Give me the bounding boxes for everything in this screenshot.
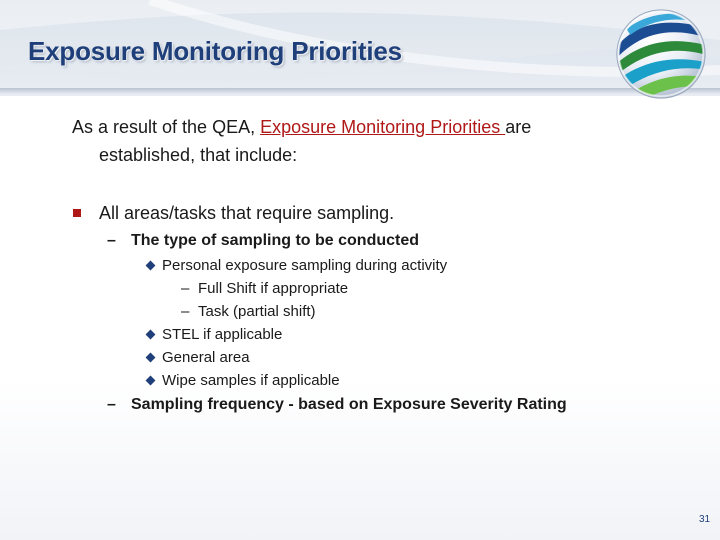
sub-item-sampling-type: The type of sampling to be conducted bbox=[131, 232, 420, 249]
intro-suffix: are bbox=[505, 117, 532, 137]
slide-title: Exposure Monitoring Priorities bbox=[28, 36, 402, 66]
sub-item-sampling-frequency: Sampling frequency - based on Exposure Severity Rating bbox=[131, 396, 567, 413]
intro-line-1 bbox=[72, 117, 531, 138]
item-full-shift: Full Shift if appropriate bbox=[198, 280, 349, 297]
dash-bullet: – bbox=[107, 232, 116, 249]
item-task-partial-shift: Task (partial shift) bbox=[198, 303, 316, 320]
diamond-bullet-icon bbox=[146, 353, 156, 363]
item-personal-exposure: Personal exposure sampling during activity bbox=[162, 257, 448, 274]
intro-prefix: As a result of the QEA, bbox=[72, 117, 256, 137]
bullet-areas-tasks: All areas/tasks that require sampling. bbox=[99, 203, 395, 223]
item-wipe-samples: Wipe samples if applicable bbox=[162, 372, 340, 389]
globe-logo-icon bbox=[612, 6, 710, 102]
diamond-bullet-icon bbox=[146, 376, 156, 386]
dash-bullet: – bbox=[107, 396, 116, 413]
page-number: 31 bbox=[699, 514, 711, 525]
dash-bullet: – bbox=[181, 280, 190, 297]
item-general-area: General area bbox=[162, 349, 250, 366]
dash-bullet: – bbox=[181, 303, 190, 320]
intro-line-2: established, that include: bbox=[99, 145, 298, 165]
diamond-bullet-icon bbox=[146, 261, 156, 271]
diamond-bullet-icon bbox=[146, 330, 156, 340]
square-bullet-icon bbox=[73, 209, 81, 217]
priorities-link[interactable]: Exposure Monitoring Priorities bbox=[260, 117, 506, 137]
item-stel: STEL if applicable bbox=[162, 326, 283, 343]
